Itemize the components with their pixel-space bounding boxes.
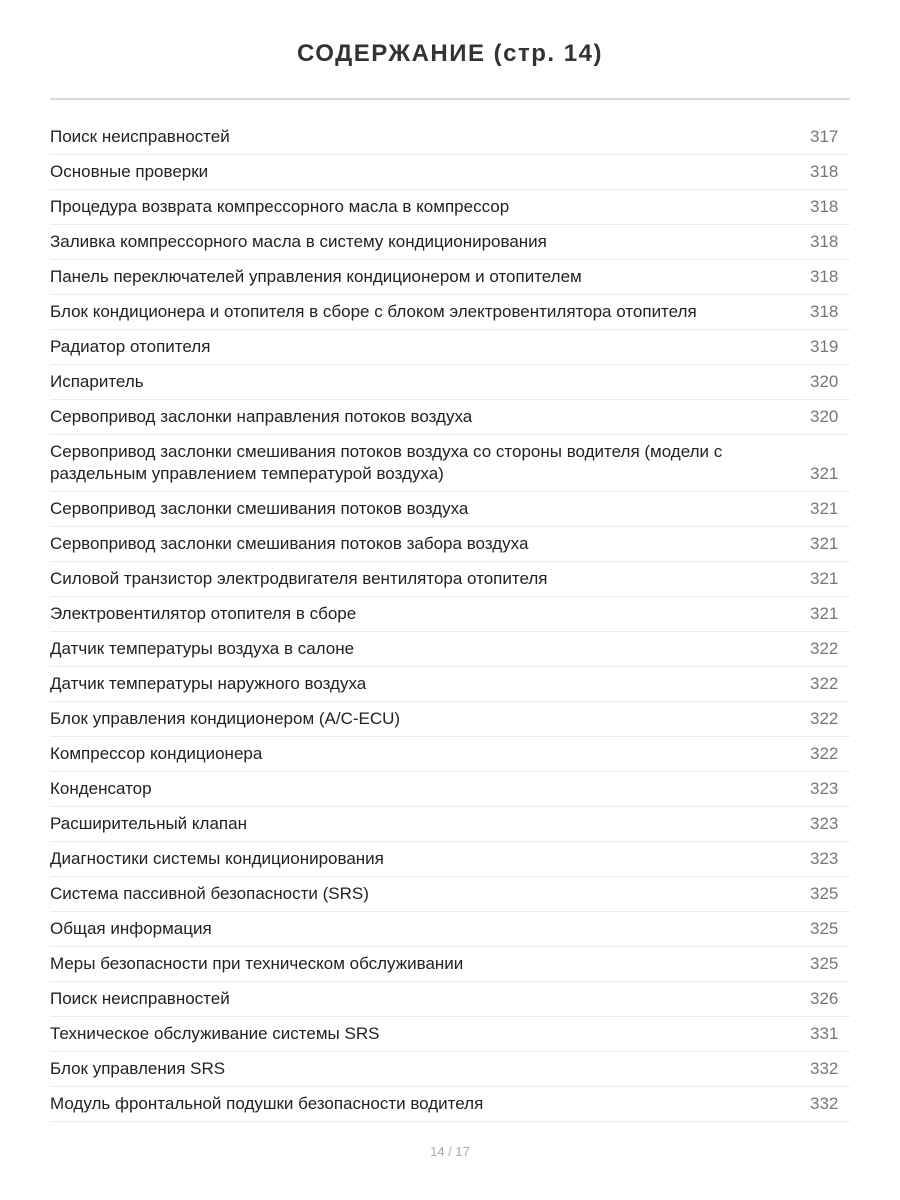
toc-entry[interactable] bbox=[50, 982, 850, 1017]
toc-entry-page: 323 bbox=[810, 779, 839, 798]
toc-entry-title: Блок кондиционера и отопителя в сборе с блоком электровентилятора отопителя bbox=[50, 302, 697, 321]
toc-entry-title: Техническое обслуживание системы SRS bbox=[50, 1024, 380, 1043]
toc-entry[interactable] bbox=[50, 632, 850, 667]
toc-entry[interactable] bbox=[50, 527, 850, 562]
toc-entry-page: 322 bbox=[810, 674, 839, 693]
toc-entry[interactable] bbox=[50, 492, 850, 527]
toc-entry[interactable] bbox=[50, 330, 850, 365]
toc-entry-page: 318 bbox=[810, 267, 839, 286]
toc-entry[interactable] bbox=[50, 667, 850, 702]
toc-entry[interactable] bbox=[50, 702, 850, 737]
toc-entry-page: 318 bbox=[810, 162, 839, 181]
toc-entry-page: 323 bbox=[810, 849, 839, 868]
toc-entry[interactable] bbox=[50, 1017, 850, 1052]
toc-entry[interactable] bbox=[50, 562, 850, 597]
toc-entry[interactable] bbox=[50, 435, 850, 492]
page-indicator: 14 / 17 bbox=[430, 1144, 470, 1159]
toc-entry[interactable] bbox=[50, 225, 850, 260]
toc-entry-title: Компрессор кондиционера bbox=[50, 744, 263, 763]
toc-entry-page: 323 bbox=[810, 814, 839, 833]
toc-entry-page: 322 bbox=[810, 639, 839, 658]
toc-entry[interactable] bbox=[50, 597, 850, 632]
toc-entry[interactable] bbox=[50, 737, 850, 772]
toc-entry-title: Поиск неисправностей bbox=[50, 989, 230, 1008]
toc-entry-title: Общая информация bbox=[50, 919, 212, 938]
toc-entry-page: 325 bbox=[810, 884, 839, 903]
toc-entry-title: Основные проверки bbox=[50, 162, 209, 181]
toc-entry-page: 320 bbox=[810, 407, 839, 426]
toc-entry-page: 318 bbox=[810, 197, 839, 216]
toc-entry-title: Датчик температуры воздуха в салоне bbox=[50, 639, 355, 658]
toc-entry-title: Конденсатор bbox=[50, 779, 152, 798]
toc-entry[interactable] bbox=[50, 877, 850, 912]
toc-entry-title: Поиск неисправностей bbox=[50, 127, 230, 146]
title-divider bbox=[50, 98, 850, 100]
toc-entry-page: 332 bbox=[810, 1094, 839, 1113]
toc-entry-page: 326 bbox=[810, 989, 839, 1008]
toc-entry-page: 321 bbox=[810, 569, 839, 588]
toc-entry-title: Система пассивной безопасности (SRS) bbox=[50, 884, 369, 903]
page-title: СОДЕРЖАНИЕ (стр. 14) bbox=[297, 40, 603, 67]
toc-entry-page: 322 bbox=[810, 744, 839, 763]
toc-entry-title: Электровентилятор отопителя в сборе bbox=[50, 604, 357, 623]
toc-entry-title: Модуль фронтальной подушки безопасности водителя bbox=[50, 1094, 484, 1113]
toc-entry-page: 318 bbox=[810, 232, 839, 251]
toc-entry[interactable] bbox=[50, 947, 850, 982]
toc-entry[interactable] bbox=[50, 190, 850, 225]
toc-entry-page: 318 bbox=[810, 302, 839, 321]
toc-entry-title: Сервопривод заслонки направления потоков воздуха bbox=[50, 407, 473, 426]
toc-entry-title: Силовой транзистор электродвигателя вентилятора отопителя bbox=[50, 569, 548, 588]
toc-entry-title: Радиатор отопителя bbox=[50, 337, 211, 356]
toc-entry-title: Блок управления SRS bbox=[50, 1059, 226, 1078]
toc-entry-page: 321 bbox=[810, 604, 839, 623]
toc-entry[interactable] bbox=[50, 120, 850, 155]
toc-entry[interactable] bbox=[50, 807, 850, 842]
toc-entry[interactable] bbox=[50, 772, 850, 807]
toc-entry-title: Датчик температуры наружного воздуха bbox=[50, 674, 367, 693]
toc-entry[interactable] bbox=[50, 155, 850, 190]
toc-entry-title: Испаритель bbox=[50, 372, 144, 391]
toc-entry[interactable] bbox=[50, 260, 850, 295]
toc-entry[interactable] bbox=[50, 1087, 850, 1122]
toc-entry-page: 322 bbox=[810, 709, 839, 728]
toc-entry-page: 320 bbox=[810, 372, 839, 391]
toc-entry-page: 332 bbox=[810, 1059, 839, 1078]
toc-entry-title: Сервопривод заслонки смешивания потоков забора воздуха bbox=[50, 534, 529, 553]
toc-entry-page: 317 bbox=[810, 127, 839, 146]
toc-entry[interactable] bbox=[50, 1052, 850, 1087]
toc-entry-title: Панель переключателей управления кондиционером и отопителем bbox=[50, 267, 582, 286]
toc-entry-page: 321 bbox=[810, 534, 839, 553]
toc-entry-title: Блок управления кондиционером (A/C-ECU) bbox=[50, 709, 401, 728]
toc-entry-title: Меры безопасности при техническом обслуживании bbox=[50, 954, 464, 973]
toc-entry-title: Заливка компрессорного масла в систему кондиционирования bbox=[50, 232, 547, 251]
toc-entry-page: 319 bbox=[810, 337, 839, 356]
toc-entry-title: Расширительный клапан bbox=[50, 814, 247, 833]
toc-entry[interactable] bbox=[50, 295, 850, 330]
toc-entry-page: 331 bbox=[810, 1024, 839, 1043]
toc-entry-page: 325 bbox=[810, 919, 839, 938]
toc-entry-page: 321 bbox=[810, 464, 839, 483]
toc-entry[interactable] bbox=[50, 365, 850, 400]
toc-list bbox=[50, 120, 850, 1122]
toc-entry-page: 325 bbox=[810, 954, 839, 973]
toc-entry-title: Процедура возврата компрессорного масла в компрессор bbox=[50, 197, 510, 216]
toc-entry-page: 321 bbox=[810, 499, 839, 518]
toc-entry-title: Сервопривод заслонки смешивания потоков воздуха со стороны водителя (модели с раздельным управлением температурой воздуха) bbox=[50, 442, 723, 483]
toc-entry-title: Сервопривод заслонки смешивания потоков воздуха bbox=[50, 499, 469, 518]
toc-entry[interactable] bbox=[50, 912, 850, 947]
toc-entry[interactable] bbox=[50, 842, 850, 877]
toc-entry[interactable] bbox=[50, 400, 850, 435]
toc-entry-title: Диагностики системы кондиционирования bbox=[50, 849, 384, 868]
